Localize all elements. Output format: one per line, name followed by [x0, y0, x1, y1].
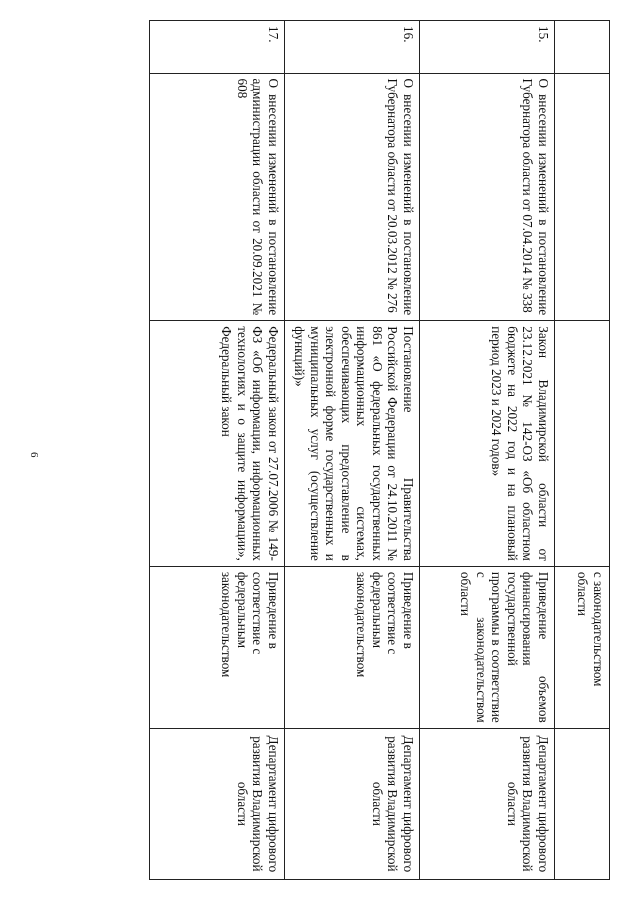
- legal-basis: Закон Владимирской области от 23.12.2021 № 142-ОЗ «Об областном бюджете на 2022 год и на плановый период 2023 и 2024 годов»: [420, 321, 555, 567]
- table-row: [150, 21, 285, 880]
- document-name: О внесении изменений в постановление Губернатора области от 07.04.2014 № 338: [420, 73, 555, 321]
- reason: Приведение в соответствие с федеральным законодательством: [150, 566, 285, 728]
- reason: Приведение объемов финансирования государственной программы в соответствие с законодательством области: [420, 566, 555, 728]
- cell-empty: [555, 73, 610, 321]
- continuation-row: [555, 21, 610, 880]
- document-name: О внесении изменений в постановление Губернатора области от 20.03.2012 № 276: [285, 73, 420, 321]
- cell-empty: [555, 321, 610, 567]
- table-row: [285, 21, 420, 880]
- row-number: 16.: [285, 21, 420, 74]
- legal-basis: Постановление Правительства Российской Федерации от 24.10.2011 № 861 «О федеральных государственных информационных системах, обеспечивающих предоставление в электронной форме государственных и муниципальных услуг (осуществление функций)»: [285, 321, 420, 567]
- reason: Приведение в соответствие с федеральным законодательством: [285, 566, 420, 728]
- responsible: Департамент цифрового развития Владимирской области: [150, 728, 285, 879]
- page-number: 6: [28, 452, 40, 458]
- legal-basis: Федеральный закон от 27.07.2006 № 149-ФЗ «Об информации, информационных технологиях и о защите информации», Федеральный закон: [150, 321, 285, 567]
- legislation-plan-table: [149, 20, 610, 880]
- responsible: Департамент цифрового развития Владимирской области: [420, 728, 555, 879]
- responsible: Департамент цифрового развития Владимирской области: [285, 728, 420, 879]
- rotated-table-container: [80, 20, 610, 880]
- cell-reason-continued: с законодательством области: [555, 566, 610, 728]
- cell-empty: [555, 21, 610, 74]
- row-number: 15.: [420, 21, 555, 74]
- row-number: 17.: [150, 21, 285, 74]
- cell-empty: [555, 728, 610, 879]
- document-name: О внесении изменений в постановление администрации области от 20.09.2021 № 608: [150, 73, 285, 321]
- table-row: [420, 21, 555, 880]
